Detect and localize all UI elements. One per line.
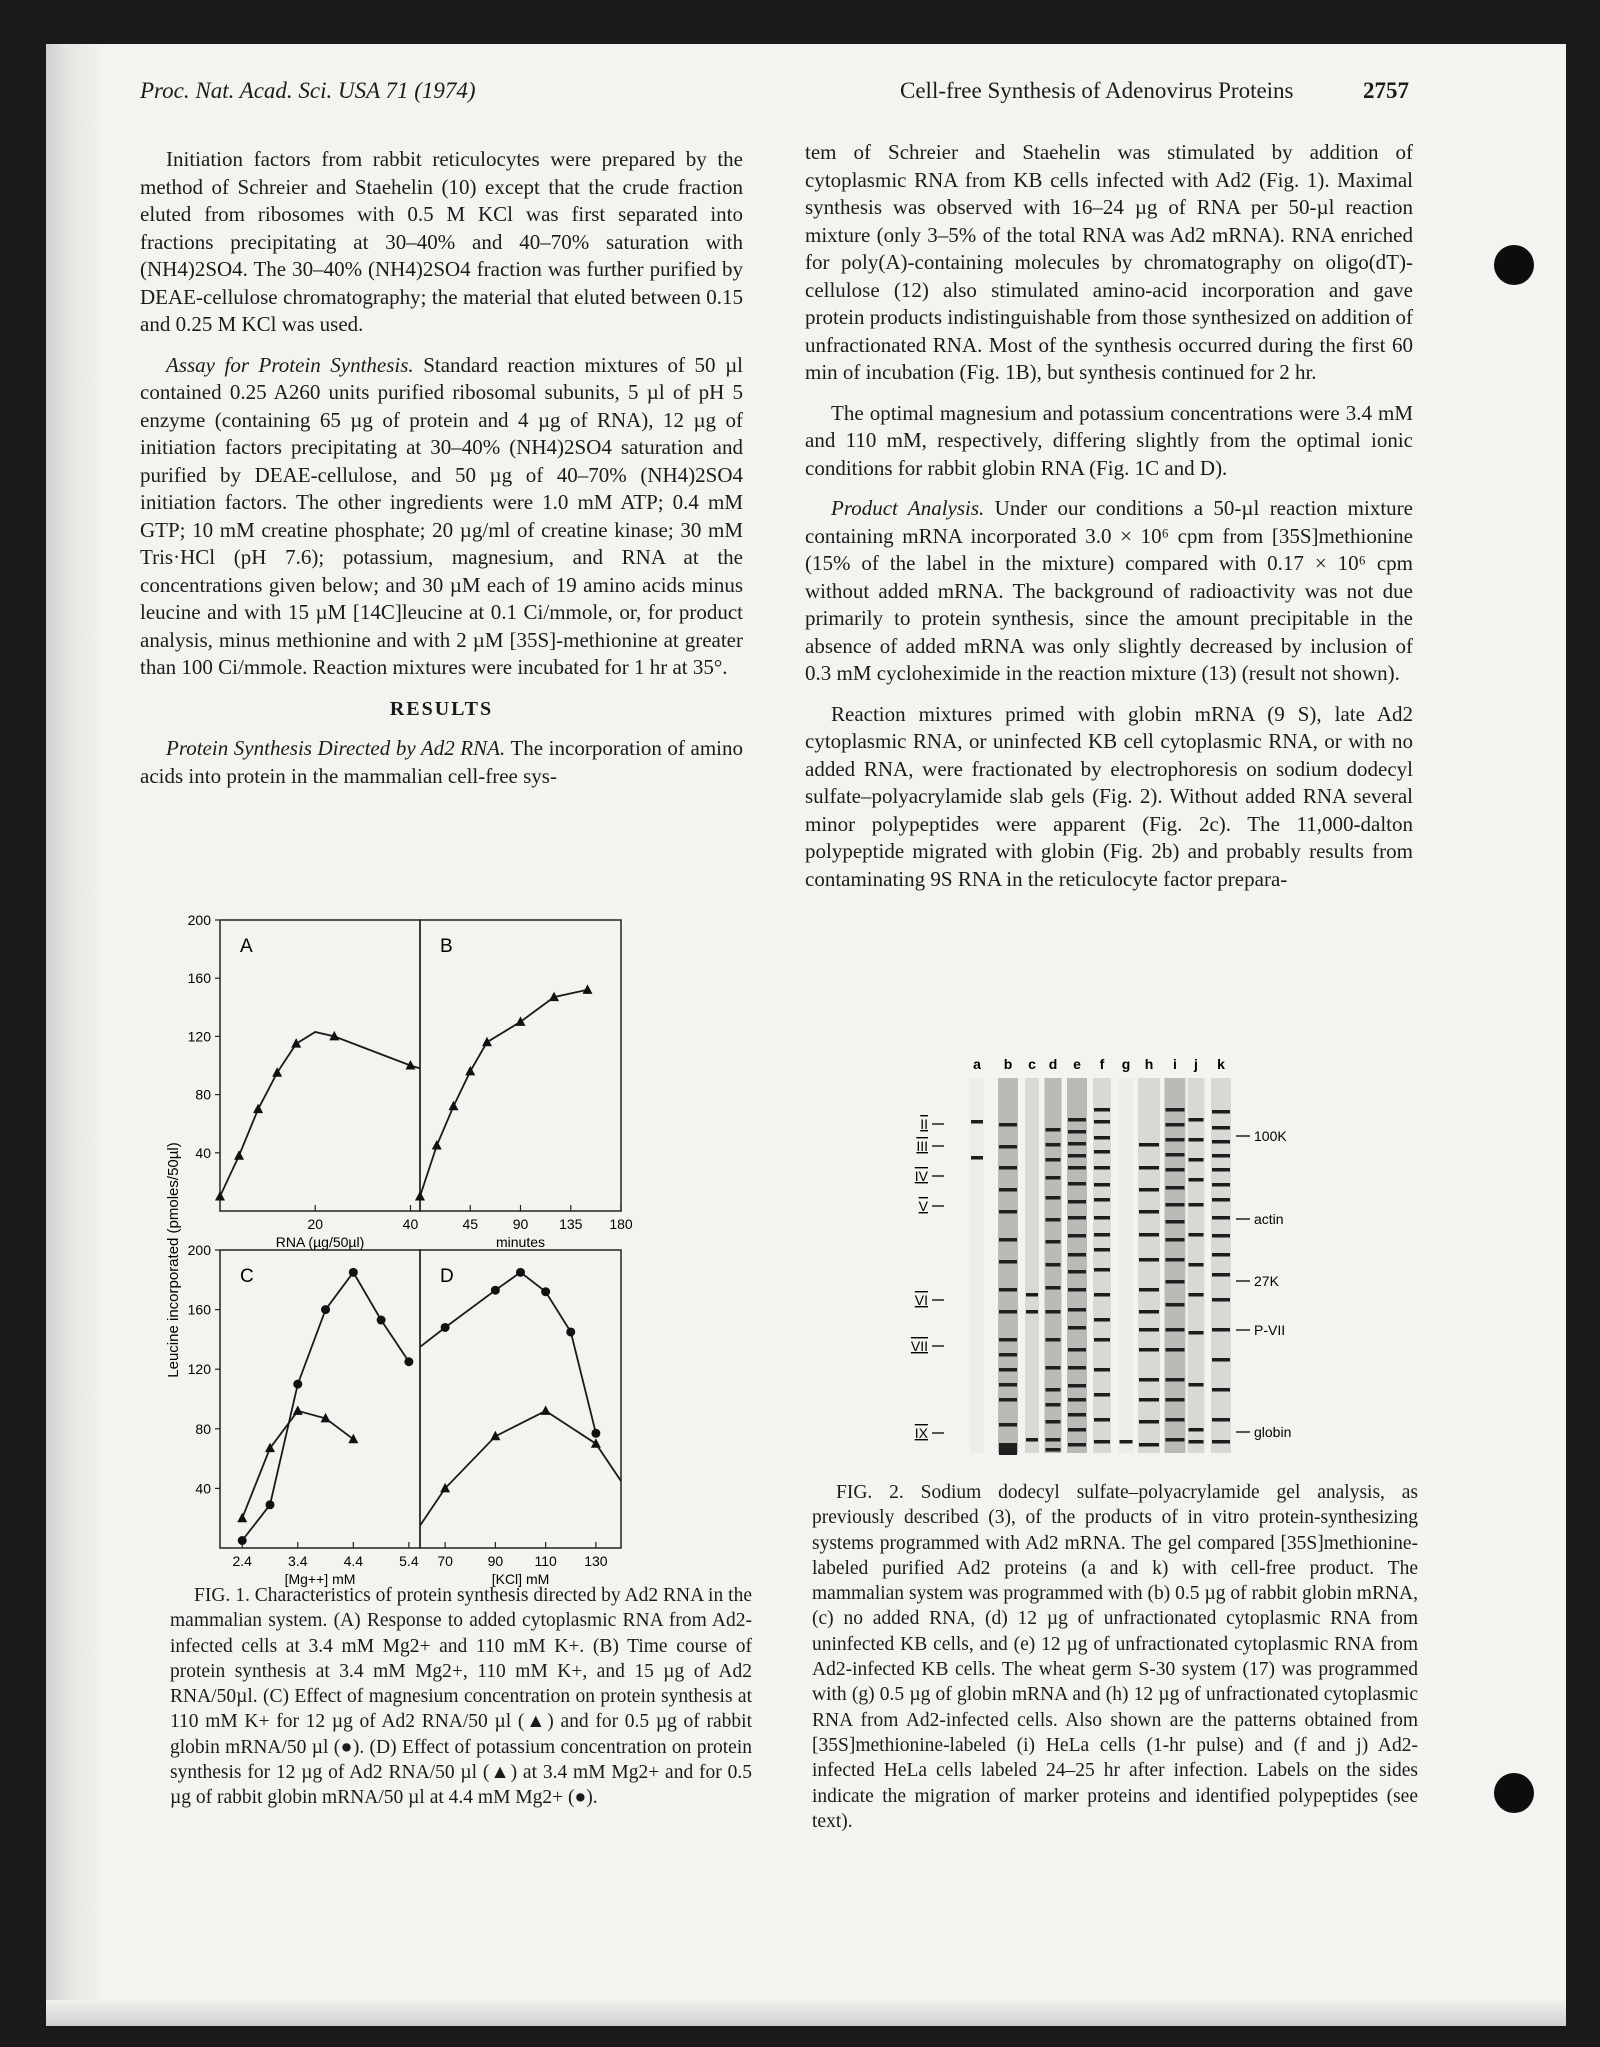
gel-band: [1212, 1140, 1230, 1144]
gel-band: [1189, 1203, 1204, 1207]
paragraph-ionic-conditions: The optimal magnesium and potassium concentrations were 3.4 mM and 110 mM, respectively, differing slightly from the optimal ionic conditions for rabbit globin RNA (Fig. 1C and D).: [805, 400, 1413, 480]
gel-lane-label-j: j: [1194, 1056, 1198, 1072]
gel-band: [1094, 1248, 1110, 1252]
gel-lane-c: [1025, 1078, 1039, 1453]
shared-y-axis-label: Leucine incorporated (pmoles/50µl): [165, 1142, 182, 1378]
panel-D-xtick-label: 90: [487, 1553, 504, 1569]
gel-band: [1212, 1234, 1230, 1238]
gel-band: [1139, 1328, 1159, 1332]
paragraph-assay: [140, 352, 743, 682]
panel-C-circle-point: [404, 1357, 413, 1366]
gel-band: [1212, 1154, 1230, 1158]
gel-right-marker-27k: 27K: [1254, 1273, 1279, 1289]
page-bottom-edge-shadow: [46, 2000, 1566, 2026]
gel-band: [1139, 1443, 1159, 1447]
gel-band: [1212, 1418, 1230, 1422]
figure-1-caption: [170, 1583, 752, 1811]
assay-heading: Assay for Protein Synthesis.: [166, 352, 414, 377]
panel-C-xtick-label: 5.4: [399, 1553, 419, 1569]
gel-lane-label-h: h: [1144, 1056, 1154, 1072]
gel-band: [1212, 1328, 1230, 1332]
gel-band: [1094, 1393, 1110, 1397]
panel-B-xtick-label: 180: [609, 1216, 633, 1232]
gel-band: [1094, 1166, 1110, 1170]
gel-band: [1212, 1126, 1230, 1130]
gel-lane-a: [970, 1078, 984, 1453]
gel-left-marker-VII: VII: [910, 1338, 928, 1354]
panel-C-xtick-label: 2.4: [232, 1553, 252, 1569]
gel-band: [1212, 1440, 1230, 1444]
gel-lane-smear: [1165, 1078, 1186, 1453]
gel-band: [1120, 1440, 1133, 1444]
panel-D-xtick-label: 130: [584, 1553, 608, 1569]
assay-text: Standard reaction mixtures of 50 µl contained 0.25 A260 units purified ribosomal subunits, 5 µl of pH 5 enzyme (containing 65 µg of protein and 4 µg of RNA), 12 µg of initiation factors precipitating at 30–40% (NH4)2SO4 saturation and purified by DEAE-cellulose, and 50 µg of 40–70% (NH4)2SO4 initiation factors. The other ingredients were 1.0 mM ATP; 0.4 mM GTP; 10 mM creatine phosphate; 20 µg/ml of creatine kinase; 30 mM Tris·HCl (pH 7.6); potassium, magnesium, and RNA at the concentrations given below; and 30 µM each of 19 amino acids minus leucine and with 15 µM [14C]leucine at 0.1 Ci/mmole, or, for product analysis, minus methionine and with 2 µM [35S]-methionine at greater than 100 Ci/mmole. Reaction mixtures were incubated for 1 hr at 35°.: [140, 352, 744, 679]
gel-right-marker-100k: 100K: [1254, 1128, 1287, 1144]
gel-band: [1189, 1178, 1204, 1182]
panel-C-circle-point: [293, 1380, 302, 1389]
gel-band: [1094, 1136, 1110, 1140]
gel-band: [1212, 1110, 1230, 1114]
gel-left-marker-IV: IV: [914, 1168, 928, 1184]
gel-lane-h: [1138, 1078, 1160, 1453]
gel-left-marker-IX: IX: [914, 1425, 928, 1441]
gel-band: [1094, 1440, 1110, 1444]
gel-band: [1139, 1143, 1159, 1147]
gel-band: [1139, 1310, 1159, 1314]
gel-band: [1189, 1263, 1204, 1267]
gel-band: [1094, 1368, 1110, 1372]
gel-band: [1094, 1120, 1110, 1124]
gel-band: [1139, 1288, 1159, 1292]
gel-band: [1094, 1216, 1110, 1220]
panel-C-ytick-label: 160: [187, 1301, 211, 1318]
gel-right-marker-p-vii: P-VII: [1254, 1322, 1286, 1338]
panel-D-label: D: [440, 1266, 454, 1287]
panel-C-ytick-label: 200: [187, 1242, 211, 1258]
paragraph-stimulation: tem of Schreier and Staehelin was stimulated by addition of cytoplasmic RNA from KB cells infected with Ad2 (Fig. 1). Maximal synthesis was observed with 16–24 µg of RNA per 50-µl reaction mixture (only 3–5% of the total RNA was Ad2 mRNA). RNA enriched for poly(A)-containing molecules by chromatography on oligo(dT)-cellulose (12) also stimulated amino-acid incorporation and gave protein products indistinguishable from those synthesized on addition of unfractionated RNA. Most of the synthesis occurred during the first 60 min of incubation (Fig. 1B), but synthesis continued for 2 hr.: [805, 140, 1413, 384]
gel-lane-label-e: e: [1073, 1056, 1081, 1072]
gel-band: [971, 1120, 983, 1124]
panel-C-xlabel: [Mg++] mM: [284, 1571, 356, 1587]
panel-D-xlabel: [KCl] mM: [491, 1571, 550, 1587]
gel-band: [1094, 1150, 1110, 1154]
gel-band: [1212, 1388, 1230, 1392]
gel-band: [1212, 1298, 1230, 1302]
panel-A-xtick-label: 40: [402, 1216, 419, 1232]
gel-band: [1139, 1233, 1159, 1237]
panel-D-circle-point: [541, 1287, 550, 1296]
gel-band: [1189, 1440, 1204, 1444]
panel-A-xlabel: RNA (µg/50µl): [275, 1234, 365, 1250]
panel-A-ytick-label: 200: [187, 912, 211, 928]
gel-band: [1094, 1198, 1110, 1202]
gel-left-marker-VI: VI: [914, 1292, 928, 1308]
panel-D-circle-point: [566, 1327, 575, 1336]
journal-citation: Proc. Nat. Acad. Sci. USA 71 (1974): [140, 78, 476, 103]
gel-band: [1094, 1418, 1110, 1422]
panel-C-xtick-label: 4.4: [343, 1553, 364, 1569]
panel-C-circle-point: [349, 1268, 358, 1277]
gel-lane-label-f: f: [1099, 1056, 1105, 1072]
panel-C-circle-point: [377, 1316, 386, 1325]
gel-band: [1212, 1358, 1230, 1362]
gel-right-marker-actin: actin: [1254, 1211, 1284, 1227]
gel-band: [1094, 1293, 1110, 1297]
paragraph-protein-synthesis: [140, 735, 743, 790]
gel-band: [1139, 1420, 1159, 1424]
gel-band: [1094, 1318, 1110, 1322]
panel-A-ytick-label: 40: [195, 1144, 211, 1161]
panel-C-circle-point: [238, 1536, 247, 1545]
gel-lane-k: [1211, 1078, 1231, 1453]
gel-band: [1026, 1310, 1038, 1314]
gel-lane-g: [1119, 1078, 1134, 1453]
gel-band: [1189, 1331, 1204, 1335]
panel-D-xtick-label: 110: [534, 1553, 557, 1569]
gel-lane-label-b: b: [1003, 1056, 1013, 1072]
panel-A-label: A: [240, 936, 253, 957]
figure-1-caption-text: FIG. 1. Characteristics of protein synthesis directed by Ad2 RNA in the mammalian system. (A) Response to added cytoplasmic RNA from Ad2-infected cells at 3.4 mM Mg2+ and 110 mM K+. (B) Time course of protein synthesis at 3.4 mM Mg2+, 110 mM K+, and 15 µg of Ad2 RNA/50µl. (C) Effect of magnesium concentration on protein synthesis at 110 mM K+ for 12 µg of Ad2 RNA/50 µl (▲) and for 0.5 µg of rabbit globin mRNA/50 µl (●). (D) Effect of potassium concentration on protein synthesis for 12 µg of Ad2 RNA/50 µl (▲) at 3.4 mM Mg2+ and for 0.5 µg of rabbit globin mRNA/50 µl at 4.4 mM Mg2+ (●).: [170, 1585, 752, 1809]
gel-left-marker-III: III: [916, 1138, 928, 1154]
gel-band: [1139, 1348, 1159, 1352]
page-left-edge-shadow: [46, 44, 100, 2026]
left-column: [140, 146, 743, 803]
product-analysis-text: Under our conditions a 50-µl reaction mixture containing mRNA incorporated 3.0 × 10⁶ cpm from [35S]methionine (15% of the label in the mixture) compared with 0.17 × 10⁶ cpm without added mRNA. The background of radioactivity was not due primarily to protein synthesis, since the amount precipitable in the absence of added mRNA was only slightly decreased by inclusion of 0.3 mM cycloheximide in the reaction mixture (13) (result not shown).: [805, 496, 1413, 685]
panel-D-xtick-label: 70: [437, 1553, 453, 1569]
gel-lane-smear: [998, 1078, 1018, 1453]
figure-1-charts: [150, 905, 750, 1587]
gel-band: [1189, 1158, 1204, 1162]
punch-hole-bottom: [1494, 1773, 1534, 1813]
panel-A-ytick-label: 160: [187, 970, 211, 987]
gel-lane-label-i: i: [1173, 1056, 1177, 1072]
gel-band: [1212, 1198, 1230, 1202]
gel-left-marker-II: II: [920, 1116, 928, 1132]
protein-synthesis-heading: Protein Synthesis Directed by Ad2 RNA.: [166, 736, 506, 760]
gel-band: [1212, 1253, 1230, 1257]
right-column: [805, 139, 1413, 906]
panel-D-circle-point: [516, 1268, 525, 1277]
gel-lane-label-k: k: [1217, 1056, 1225, 1072]
results-heading: RESULTS: [389, 697, 494, 720]
panel-B-xlabel: minutes: [495, 1234, 546, 1250]
gel-lane-smear: [1067, 1078, 1087, 1453]
gel-band: [1094, 1268, 1110, 1272]
panel-D-circle-point: [441, 1323, 450, 1332]
panel-C-xtick-label: 3.4: [288, 1553, 308, 1569]
gel-band: [1212, 1216, 1230, 1220]
gel-lane-label-c: c: [1028, 1056, 1036, 1072]
gel-band: [1189, 1428, 1204, 1432]
gel-band: [1139, 1166, 1159, 1170]
gel-band: [1094, 1183, 1110, 1187]
gel-lane-f: [1093, 1078, 1111, 1453]
gel-band: [1212, 1183, 1230, 1187]
panel-B-label: B: [440, 936, 453, 957]
figure-2-gel: [900, 1048, 1420, 1458]
paragraph-product-analysis: [805, 495, 1413, 688]
panel-C-circle-point: [266, 1500, 275, 1509]
gel-band: [1139, 1210, 1159, 1214]
gel-band: [1026, 1438, 1038, 1442]
paragraph-initiation-factors: Initiation factors from rabbit reticulocytes were prepared by the method of Schreier and Staehelin (10) except that the crude fraction eluted from ribosomes with 0.5 M KCl was first separated into fractions precipitating at 30–40% and 40–70% saturation with (NH4)2SO4. The 30–40% (NH4)2SO4 fraction was further purified by DEAE-cellulose chromatography; the material that eluted between 0.15 and 0.25 M KCl was used.: [140, 147, 743, 336]
gel-band: [1189, 1118, 1204, 1122]
gel-band: [1139, 1398, 1159, 1402]
gel-band: [1094, 1108, 1110, 1112]
panel-A-ytick-label: 120: [187, 1028, 211, 1045]
gel-band: [1139, 1188, 1159, 1192]
gel-lane-label-a: a: [973, 1056, 981, 1072]
panel-C-label: C: [240, 1266, 254, 1287]
panel-C-ytick-label: 120: [187, 1361, 211, 1378]
gel-band: [1189, 1383, 1204, 1387]
gel-band: [1212, 1273, 1230, 1277]
panel-C-ytick-label: 40: [195, 1480, 211, 1497]
panel-A-xtick-label: 20: [307, 1216, 324, 1232]
gel-lane-label-d: d: [1048, 1056, 1058, 1072]
panel-A-ytick-label: 80: [195, 1086, 211, 1103]
figure-2-caption-text: FIG. 2. Sodium dodecyl sulfate–polyacrylamide gel analysis, as previously described (3), of the products of in vitro protein-synthesizing systems programmed with Ad2 mRNA. The gel compared [35S]methionine-labeled purified Ad2 proteins (a and k) with cell-free product. The mammalian system was programmed with (b) 0.5 µg of rabbit globin mRNA, (c) no added RNA, (d) 12 µg of unfractionated cytoplasmic RNA from uninfected KB cells, and (e) 12 µg of unfractionated cytoplasmic RNA from Ad2-infected KB cells. The wheat germ S-30 system (17) was programmed with (g) 0.5 µg of globin mRNA and (h) 12 µg of unfractionated cytoplasmic RNA from Ad2-infected cells. Also shown are the patterns obtained from [35S]methionine-labeled (i) HeLa cells (1-hr pulse) and (f and j) Ad2-infected HeLa cells labeled 24–25 hr after infection. Labels on the sides indicate the migration of marker proteins and identified polypeptides (see text).: [812, 1482, 1418, 1832]
gel-band: [1189, 1293, 1204, 1297]
gel-band: [1094, 1233, 1110, 1237]
gel-lane-label-g: g: [1121, 1056, 1131, 1072]
panel-B-xtick-label: 45: [462, 1216, 479, 1232]
figure-2-caption: [812, 1480, 1418, 1834]
punch-hole-top: [1494, 245, 1534, 285]
panel-D-circle-point: [491, 1286, 500, 1295]
gel-right-marker-globin: globin: [1254, 1424, 1292, 1440]
gel-band: [1189, 1138, 1204, 1142]
panel-C-circle-point: [321, 1305, 330, 1314]
gel-band: [1139, 1378, 1159, 1382]
gel-lane-smear: [1045, 1078, 1062, 1453]
panel-B-xtick-label: 90: [512, 1216, 529, 1232]
gel-band: [1189, 1233, 1204, 1237]
paragraph-fractionation: Reaction mixtures primed with globin mRNA (9 S), late Ad2 cytoplasmic RNA, or uninfected KB cell cytoplasmic RNA, or with no added RNA, were fractionated by electrophoresis on sodium dodecyl sulfate–polyacrylamide slab gels (Fig. 2). Without added RNA several minor polypeptides were apparent (Fig. 2c). The 11,000-dalton polypeptide migrated with globin (Fig. 2b) and probably results from contaminating 9S RNA in the reticulocyte factor prepara-: [805, 701, 1413, 891]
protein-synthesis-text: The incorporation of amino acids into protein in the mammalian cell-free sys-: [140, 736, 743, 788]
gel-band: [1026, 1293, 1038, 1297]
page-number: 2757: [1363, 78, 1409, 103]
gel-left-marker-V: V: [918, 1198, 928, 1214]
panel-C-ytick-label: 80: [195, 1420, 211, 1437]
gel-band: [1139, 1258, 1159, 1262]
panel-D-circle-point: [591, 1429, 600, 1438]
running-title: Cell-free Synthesis of Adenovirus Proteins: [900, 78, 1294, 103]
gel-band: [971, 1156, 983, 1160]
product-analysis-heading: Product Analysis.: [831, 496, 985, 520]
gel-band: [1094, 1338, 1110, 1342]
panel-B-xtick-label: 135: [559, 1216, 583, 1232]
gel-band: [1212, 1168, 1230, 1172]
